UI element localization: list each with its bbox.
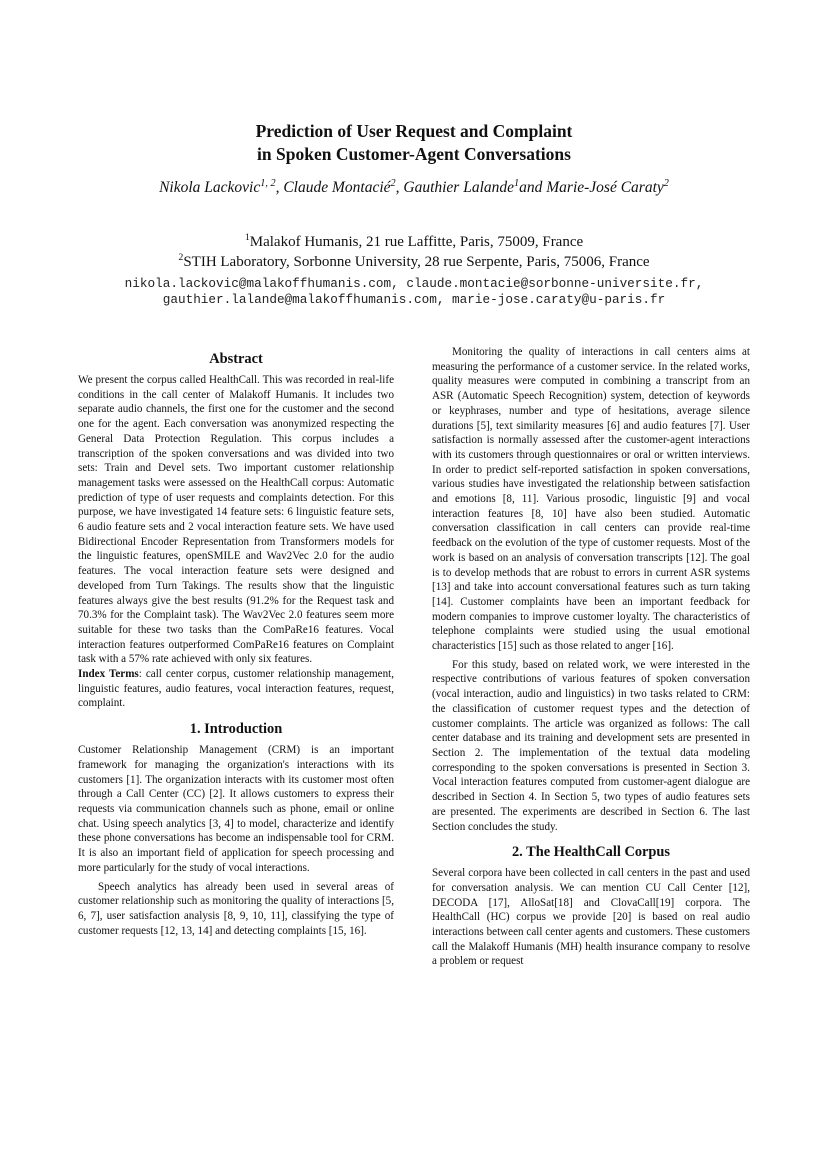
affiliation-2 <box>0 252 828 272</box>
author-affiliation-mark: 2 <box>663 177 669 189</box>
author-name: and Marie-José Caraty <box>519 179 664 196</box>
corpus-paragraph-1: Several corpora have been collected in call centers in the past and used for conversation analysis. We can mention CU Call Center [12], DECODA [17], AlloSat[18] and ClovaCall[19] corpora. The HealthCall (HC) corpus we provide [20] is based on real audio interactions between call center agents and customers. These customers call the Malakoff Humanis (MH) health insurance company to resolve a problem or request <box>432 867 750 968</box>
affiliation-mark: 1 <box>244 232 250 243</box>
affiliation-text: Malakof Humanis, 21 rue Laffitte, Paris, 75009, France <box>249 234 584 250</box>
email-line-2: gauthier.lalande@malakoffhumanis.com, marie-jose.caraty@u-paris.fr <box>162 292 666 307</box>
email-line-1: nikola.lackovic@malakoffhumanis.com, claude.montacie@sorbonne-universite.fr, <box>124 276 704 291</box>
introduction-paragraph-3: Monitoring the quality of interactions in call centers aims at measuring the performance of a customer service. In the related works, quality measures were computed in combining a transcript from an ASR (Automatic Speech Recognition) system, detection of keywords or keyphrases, number and type of hesitations, average silence durations [5], text similarity measures [6] and audio features [7]. User satisfaction is normally assessed after the customer-agent interactions with its customers through questionnaires or oral or written interviews. In order to predict self-reported satisfaction in spoken conversations, various studies have investigated the relationship between satisfaction and emotions [8, 11]. Various prosodic, linguistic [9] and vocal interaction features [8, 10] have also been studied. Automatic conversation classification in call centers can provide real-time feedback on the evolution of the type of customer requests. Most of the work is based on an analysis of conversation transcripts [12]. The goal is to develop methods that are robust to errors in current ASR systems [13] and take into account conversational features such as turn taking [14]. Customer complaints have been an important feedback for modern companies to improve customer loyalty. The characteristics of telephone complaints were studied using the usual emotional characteristics [15] such as those related to anger [16]. <box>432 346 750 653</box>
spacer <box>78 711 394 720</box>
author-name: , Gauthier Lalande <box>395 179 515 196</box>
spacer <box>432 834 750 843</box>
index-terms-label: Index Terms <box>78 668 139 681</box>
index-terms <box>78 667 394 711</box>
affiliation-1 <box>0 232 828 252</box>
affiliation-text: STIH Laboratory, Sorbonne University, 28 rue Serpente, Paris, 75006, France <box>183 254 650 270</box>
affiliation-mark: 2 <box>178 252 184 263</box>
introduction-paragraph-4: For this study, based on related work, we were interested in the respective contributions of various features of spoken conversation (vocal interaction, audio and linguistics) in two tasks related to CRM: the classification of customer request types and the detection of customer complaints. The article was organized as follows: The call center database and its training and development sets are presented in Section 2. The implementation of the textual data modeling corresponding to the spoken conversations is presented in Section 3. Vocal interaction features computed from customer-agent dialogue are described in Section 4. In Section 5, two types of audio features sets are presented. The experiments are described in Section 6. The last Section concludes the study. <box>432 658 750 833</box>
author-affiliation-mark: 2 <box>390 177 396 189</box>
title-line-1: Prediction of User Request and Complaint <box>255 121 573 141</box>
right-column <box>432 345 750 969</box>
author-name: Nikola Lackovic <box>159 179 261 196</box>
introduction-paragraph-2: Speech analytics has already been used in several areas of customer relationship such as monitoring the quality of interactions [5, 6, 7], user satisfaction analysis [8, 9, 10, 11], classifying the type of customer requests [12, 13, 14] and detecting complaints [15, 16]. <box>78 880 394 937</box>
introduction-paragraph-1: Customer Relationship Management (CRM) is an important framework for managing the organization's interactions with its customers [1]. The organization interacts with its customer most often through a Call Center (CC) [2]. It allows customers to express their requests via communication channels such as phone, email or online chat. Using speech analytics [3, 4] to model, characterize and identify these phone conversations has become an indispensable tool for CRM. It is also an important field of application for speech processing and more particularly for the study of vocal interactions. <box>78 744 394 874</box>
author-affiliation-mark: 1 <box>514 177 520 189</box>
title-line-2: in Spoken Customer-Agent Conversations <box>257 144 571 164</box>
introduction-heading: 1. Introduction <box>189 721 283 738</box>
author-list <box>0 178 828 198</box>
index-terms-text: : call center corpus, customer relationship management, linguistic features, audio features, vocal interaction features, request, complaint. <box>78 668 394 710</box>
corpus-heading: 2. The HealthCall Corpus <box>511 844 671 861</box>
abstract-heading: Abstract <box>209 351 263 367</box>
abstract-body: We present the corpus called HealthCall. This was recorded in real-life conditions in the call center of Malakoff Humanis. It includes two separate audio channels, the first one for the customer and the second one for the agent. Each conversation was anonymized respecting the General Data Protection Regulation. This corpus includes a transcription of the spoken conversations and was divided into two sets: Train and Devel sets. Two important customer relationship management tasks were assessed on the HealthCall corpus: Automatic prediction of type of user requests and complaints detection. For this purpose, we have investigated 14 feature sets: 6 linguistic feature sets, 6 audio feature sets and 2 vocal interaction feature sets. We have used Bidirectional Encoder Representation from Transformers models for the linguistic features, openSMILE and Wav2Vec 2.0 for the audio features. The vocal interaction feature sets were designed and developed from Turn Takings. The results show that the linguistic features always give the best results (91.2% for the Request task and 70.3% for the Complaint task). The Wav2Vec 2.0 features seem more suitable for these two tasks than the ComPaRe16 features. Vocal interaction features outperformed ComPaRe16 features on Complaint task with a 57% rate achieved with only six features. <box>78 374 394 666</box>
left-column <box>78 350 394 938</box>
paper-title <box>0 120 828 166</box>
author-affiliation-mark: 1, 2 <box>260 177 276 189</box>
author-name: , Claude Montacié <box>275 179 391 196</box>
